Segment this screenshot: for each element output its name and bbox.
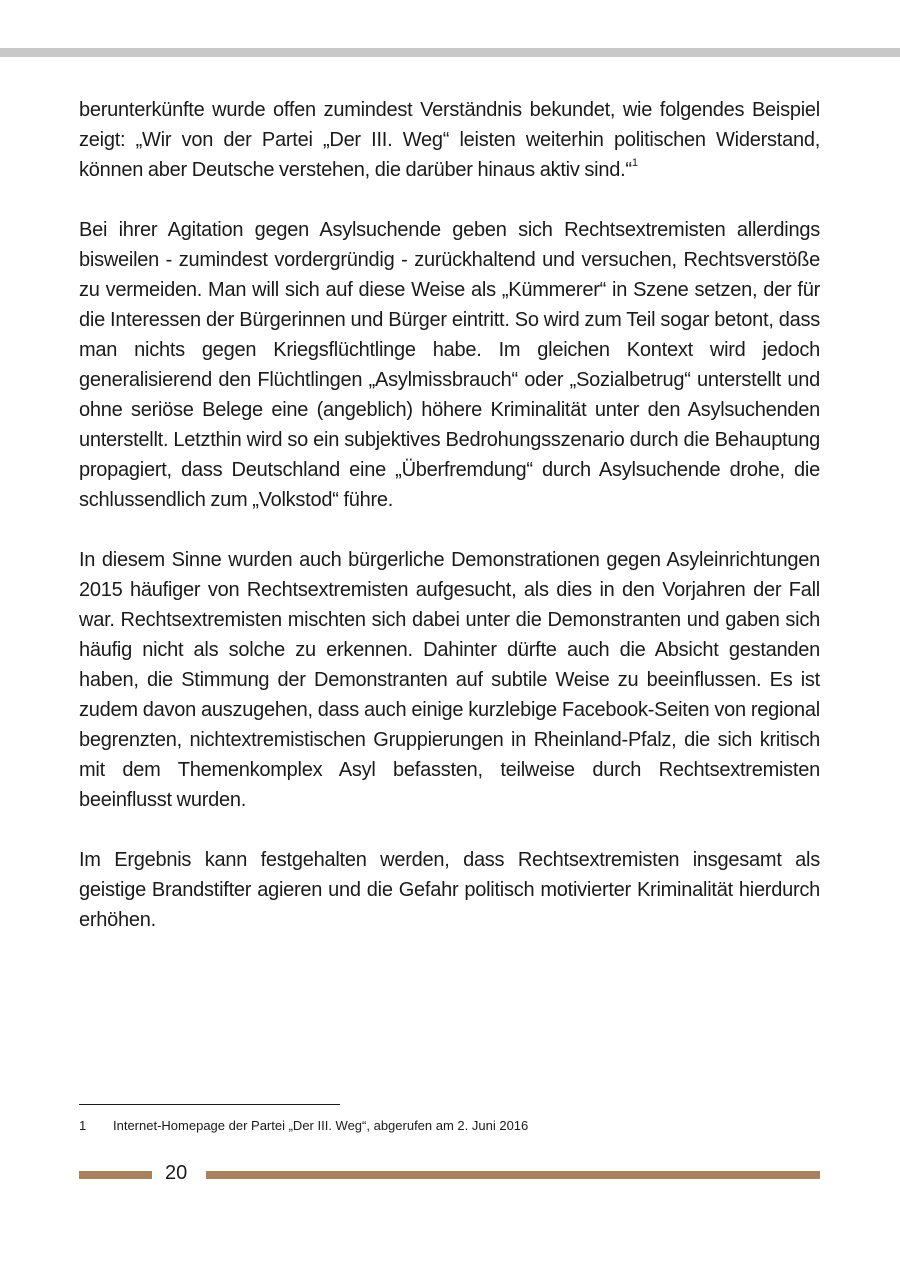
- footnote: [79, 1117, 820, 1135]
- footer-accent-bar-left: [79, 1171, 152, 1179]
- paragraph-1-text: berunterkünfte wurde offen zumindest Verständnis bekundet, wie folgendes Beispiel zeigt: „Wir von der Partei „Der III. Weg“ leisten weiterhin politischen Widerstand, können aber Deutsche verstehen, die darüber hinaus aktiv sind.“: [79, 99, 820, 181]
- footnote-ref-1[interactable]: 1: [631, 157, 638, 170]
- body-text: [79, 95, 820, 965]
- paragraph-2: Bei ihrer Agitation gegen Asylsuchende geben sich Rechtsextremisten allerdings bisweilen - zumindest vordergründig - zurückhaltend und versuchen, Rechtsverstöße zu vermeiden. Man will sich auf diese Weise als „Kümmerer“ in Szene setzen, der für die Interessen der Bürgerinnen und Bürger eintritt. So wird zum Teil sogar betont, dass man nichts gegen Kriegsflüchtlinge habe. Im gleichen Kontext wird jedoch generalisierend den Flüchtlingen „Asylmissbrauch“ oder „Sozialbetrug“ unterstellt und ohne seriöse Belege eine (angeblich) höhere Kriminalität unter den Asylsuchenden unterstellt. Letzthin wird so ein subjektives Bedrohungsszenario durch die Behauptung propagiert, dass Deutschland eine „Überfremdung“ durch Asylsuchende drohe, die schlussendlich zum „Volkstod“ führe.: [79, 219, 820, 511]
- paragraph-1: [79, 95, 820, 185]
- footnote-number: 1: [79, 1118, 87, 1133]
- header-rule: [0, 48, 900, 57]
- footer-accent-bar-right: [206, 1171, 820, 1179]
- paragraph-3: In diesem Sinne wurden auch bürgerliche Demonstrationen gegen Asyleinrichtungen 2015 häufiger von Rechtsextremisten aufgesucht, als dies in den Vorjahren der Fall war. Rechtsextremisten mischten sich dabei unter die Demonstranten und gaben sich häufig nicht als solche zu erkennen. Dahinter dürfte auch die Absicht gestanden haben, die Stimmung der Demonstranten auf subtile Weise zu beeinflussen. Es ist zudem davon auszugehen, dass auch einige kurzlebige Facebook-Seiten von regional begrenzten, nichtextremistischen Gruppierungen in Rheinland-Pfalz, die sich kritisch mit dem Themenkomplex Asyl befassten, teilweise durch Rechtsextremisten beeinflusst wurden.: [79, 549, 820, 811]
- paragraph-4: Im Ergebnis kann festgehalten werden, dass Rechtsextremisten insgesamt als geistige Brandstifter agieren und die Gefahr politisch motivierter Kriminalität hierdurch erhöhen.: [79, 849, 820, 931]
- page-footer: [79, 1160, 820, 1186]
- footnote-text: Internet-Homepage der Partei „Der III. Weg“, abgerufen am 2. Juni 2016: [113, 1118, 529, 1133]
- footnote-divider: [79, 1104, 340, 1105]
- page-number: 20: [165, 1162, 188, 1184]
